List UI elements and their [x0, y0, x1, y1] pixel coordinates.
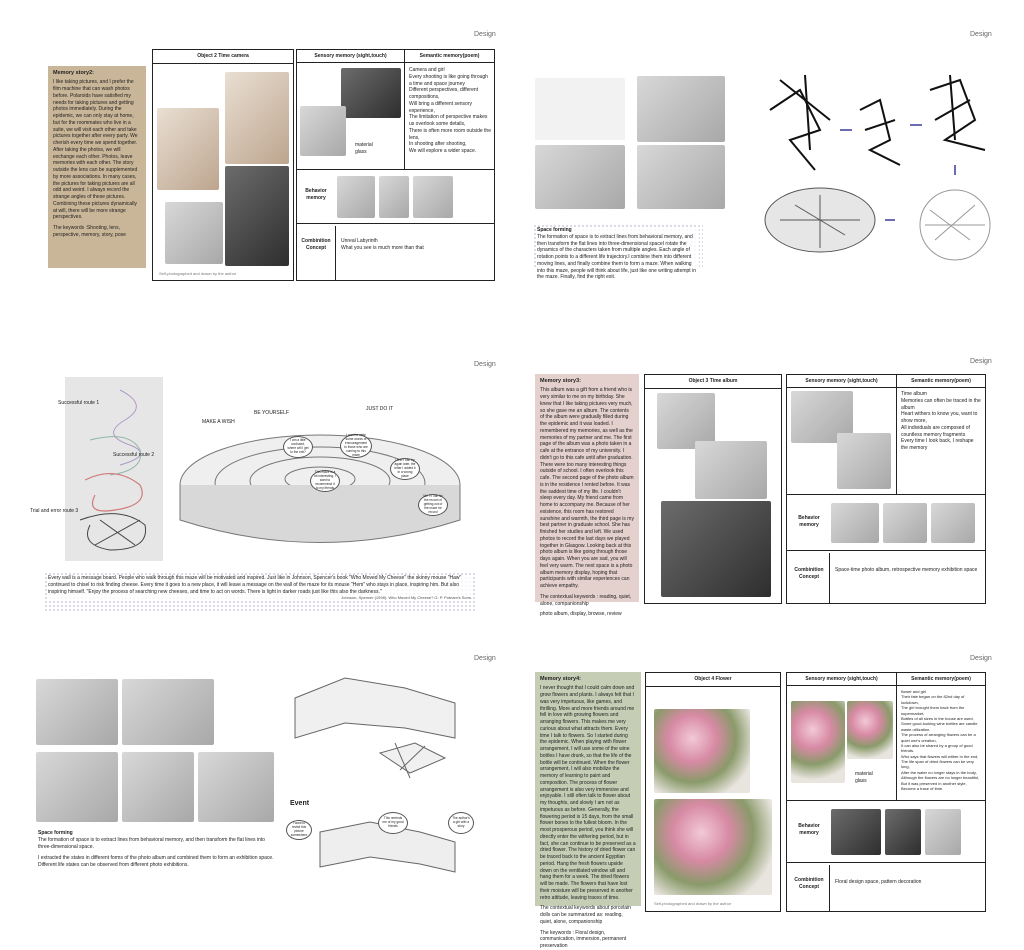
trial-line	[80, 514, 146, 550]
combination-text: Unreal Labyrinth What you see is much more than that	[341, 238, 424, 251]
material-label: material glass	[855, 771, 873, 784]
object-panel	[152, 49, 294, 281]
bubble-4: I feel I can try again later, the letter I added it in a wrong place	[390, 458, 420, 480]
behavior-photo-3	[931, 503, 975, 543]
behavior-photo-3	[925, 809, 961, 855]
be-yourself-label: BE YOURSELF	[254, 410, 289, 416]
event-bubble-2: This reminds me of my good friends	[378, 812, 408, 834]
object-panel	[644, 374, 782, 604]
combination-label: Combinition Concept	[794, 567, 824, 580]
scribble-shape	[920, 190, 990, 260]
divider	[829, 865, 830, 911]
sensory-photo-1	[341, 68, 401, 118]
semantic-cell	[405, 50, 494, 170]
flower-photo-1	[654, 709, 750, 793]
lines-1	[770, 75, 830, 170]
camera-photo-4	[165, 202, 223, 264]
note-body: The formation of space is to extract lines from behavioral memory, and then transform the flat lines into three-dimensional spaceI rotate the dynamics of the characters taken from multiple angles. Each angle of rotation points to a different life trajectory.I combine them into different moving lines, and finally combine them to form a maze. When walking into this maze, people will think about life, just like one writing attempt in the maze. Finally, find the right exit.	[537, 233, 696, 281]
route-2-label: Successful route 2	[113, 452, 155, 458]
rotation-photo-2	[535, 145, 625, 209]
memory-story-card	[48, 66, 146, 268]
poem-text: Camera and girl Every shooting is like going through a time and space journey Different perspectives, different compositions, Will bring a different sensory experience, The limitation of perspective makes us overlook some details, There is often more room outside the lens, In shooting after shooting, We will explore a wider space.	[409, 67, 491, 154]
memory-story-card	[535, 672, 641, 950]
event-label: Event	[290, 800, 310, 807]
space-forming-body-1: The formation of space is to extract lines from behavioral memory, and then transform the flat lines into three-dimensional space.	[38, 836, 265, 850]
photo-caption: Self-photographed and drawn by the author	[654, 901, 732, 906]
story-keywords-2: photo album, display, browse, review	[540, 611, 622, 618]
model-2	[380, 743, 445, 778]
event-bubble-3: The author's a girl with a story	[448, 812, 474, 834]
sensory-photo-1	[791, 701, 845, 783]
design-label: Design	[474, 31, 496, 38]
semantic-header: Semantic memory(poem)	[405, 50, 494, 63]
combination-text: Space-time photo album, retrospective memory exhibition space	[835, 567, 978, 573]
object-panel	[645, 672, 781, 912]
behavior-label: Behavior memory	[798, 515, 820, 528]
memory-grid	[786, 374, 986, 604]
bubble-5: Me !! I can let the record of getting out of the maze be record	[418, 494, 448, 516]
rotation-photo-3	[637, 145, 725, 209]
rotation-photo-1	[637, 76, 725, 142]
maze-render	[170, 425, 475, 560]
behavior-photo-1	[337, 176, 375, 218]
design-label: Design	[474, 361, 496, 368]
camera-photo-3	[225, 166, 289, 266]
story-body: This album was a gift from a friend who is very similar to me on my birthday. She knew that I like taking pictures very much, so she gave me an album. The contents of the album were gradually filled during the epidemic and it was loaded. I remembered my memories, as well as the memories of my partner and me. The first page of the album was a photo taken in a cafe at the entrance of my university. I didn't go to this cafe until after graduation. There were too many interesting things outside of school. I often overlook this cafe. The second page of the photo album is in the residence I rented before. It was the saddest time of my life. I couldn't sleep every day. My friend came from home to accompany me. Because of her existence, this room has restored sunshine and warmth, the third page is my best partner in graduate school. She has finished her studies and left. We used photos to record the last days we played together in Glasgow. Looking back at this photo album is like going through those days again. When you are sad, you will feel very warm. The next space is a photo album memory display, hoping that participants with similar experiences can achieve empathy.	[540, 387, 636, 590]
camera-photo-2	[225, 72, 289, 164]
object-header: Object 4 Flower	[646, 673, 780, 687]
just-do-it-label: JUST DO IT	[366, 406, 394, 412]
story-title: Memory story3:	[540, 378, 581, 384]
story-body: I never thought that I could calm down and grow flowers and plants. I always felt that I was very impetuous, like games, and thrilling. More and more friends around me fell in love with growing flowers and arranging flowers. This makes me very curious about what attracts them. Every time I talk to flowers. So I started during the epidemic. When playing with flower arrangement, I will use some of the wine bottles I have drunk, so that the life of the bottle will be continued. When the flower arrangement, I will also mobilize the memory of learning to paint and composition. The process of flower arrangement is also very immersive and enjoyable. I still often talk to flower about my thoughts, and slowly I am not as impetuous as before. Generally, the flowering period is 15 days, from the small flower bones to the fullest bloom. In the most prosperous period, you think she will directly enter the withering period, but in fact, she can continue to be preserved as a dried flower. The history of dried flower can be traced back to the ancient Egyptian period. Hang the fresh flowers upside down on the ventilated window sill and hang them for a week. The dried flowers will be made. The flowers that have lost their moisture will be preserved in another retro attitude, leaving traces of time.	[540, 685, 638, 901]
object-header: Object 2 Time camera	[153, 50, 293, 64]
maze-model	[765, 188, 875, 252]
figures-photo	[535, 78, 625, 140]
combination-row	[297, 226, 494, 280]
combination-row	[787, 553, 985, 603]
story-body: I like taking pictures, and I prefer the film machine that can wash photos before. Polaroids have satisfied my needs for taking pictures and getting photos immediately. During the epidemic, we can only stay at home, but for the roommates who live in a suite, we will visit each other and take pictures together after every party. We cherish every time we spend together. After taking the photos, we will exchange each other. Photos, leave memories with each other. The story outside the lens can be supplemented by more associations. In many cases, the pictures for taking pictures are all odd and weird. I always record the strange angles of these pictures. Combining these pictures dynamically at will, there will be more strange perspectives.	[53, 79, 139, 221]
combination-label: Combinition Concept	[794, 877, 824, 890]
story-keywords: The contextual keywords : reading, quiet, alone, companionship	[540, 593, 632, 607]
combination-label: Combinition Concept	[301, 238, 331, 251]
story-keywords-2: The keywords : Floral design, communication, immersion, permanent preservation	[540, 929, 627, 950]
story-title: Memory story4:	[540, 676, 581, 682]
design-label: Design	[474, 655, 496, 662]
behavior-photo-1	[831, 503, 879, 543]
sensory-cell	[787, 673, 897, 801]
sensory-cell	[297, 50, 405, 170]
combination-row	[787, 865, 985, 911]
memory-grid	[786, 672, 986, 912]
album-state-2	[122, 679, 214, 745]
sensory-photo-2	[837, 433, 891, 489]
route-3-label: Trial and error route 3	[30, 508, 79, 514]
behavior-row	[297, 172, 494, 224]
flower-photo-2	[654, 799, 772, 895]
semantic-header: Semantic memory(poem)	[897, 673, 985, 686]
album-state-5	[198, 752, 274, 822]
space-forming-title: Space forming	[38, 830, 73, 836]
line-extraction-diagram	[760, 70, 992, 270]
album-state-3	[36, 752, 118, 822]
design-label: Design	[970, 655, 992, 662]
citation-text: Johnson, Spencer (1998). Who Moved My Cheese? G. P. Putnam's Sons.	[341, 595, 472, 601]
behavior-photo-2	[883, 503, 927, 543]
sensory-photo-2	[847, 701, 893, 759]
routes-diagram	[70, 380, 160, 558]
behavior-photo-2	[885, 809, 921, 855]
behavior-label: Behavior memory	[798, 823, 820, 836]
material-label: material glass	[355, 142, 373, 155]
combination-text: Floral design space, pattern decoration	[835, 879, 922, 885]
album-photo-2	[695, 441, 767, 499]
semantic-cell	[897, 375, 985, 495]
sensory-photo-2	[300, 106, 346, 156]
quote-box	[44, 572, 476, 612]
poem-text: flower and girl Their fate began on the 82nd day of lockdown, The girl brought them back from the supermarket, Bottles of all sizes in the house are used, Some good-looking wine bottles are candle waste utilization. The process of arranging flowers can be a quiet one's creation, It can also be shared by a group of good friends. Who says that flowers will wither in the end, The life span of dried flowers can be very long, After the water no longer stays in the body, Although the flowers are no longer beautiful, But it was preserved in another style, Become a trace of time.	[901, 689, 980, 792]
behavior-photo-3	[413, 176, 453, 218]
sensory-header: Sensory memory (sight,touch)	[787, 673, 896, 686]
bubble-2: I want to write some words of encouragement to those who are coming to this maze	[340, 434, 372, 458]
poem-text: Time album Memories can often be traced in the album Heart withers to know you, want to show more, All individuals are composed of countless memory fragments Every time I look back, I reshape the memory	[901, 391, 981, 451]
object-header: Object 3 Time album	[645, 375, 781, 389]
bubble-1: I am a little confused, where will I get to the exit?	[283, 436, 313, 458]
story-keywords: The keywords :Shooting, lens, perspective, memory, story, pose	[53, 225, 126, 238]
photo-caption: Self-photographed and drawn by the author	[159, 271, 237, 276]
behavior-row	[787, 803, 985, 863]
sensory-header: Sensory memory (sight,touch)	[297, 50, 404, 63]
sensory-cell	[787, 375, 897, 495]
album-photo-3	[661, 501, 771, 597]
behavior-row	[787, 497, 985, 551]
lines-3	[930, 75, 985, 150]
space-forming-note	[533, 224, 703, 281]
semantic-cell	[897, 673, 985, 801]
semantic-header: Semantic memory(poem)	[897, 375, 985, 388]
divider	[829, 553, 830, 603]
memory-story-card	[535, 374, 639, 618]
story-title: Memory story2:	[53, 70, 94, 76]
behavior-label: Behavior memory	[305, 188, 327, 201]
design-label: Design	[970, 358, 992, 365]
model-1	[295, 678, 455, 738]
quote-text: Every wall is a message board. People who walk through this maze will be motivated and inspired. Just like in Johnson, Spencer's book "Who Moved My Cheese" the skinny mouse "Haw" continued to chisel to risk finding cheese. Every time it goes to a new place, it will leave a message on the wall of the maze for its mouse "Hem" who stays in place, inspiring him. But also inspiring himself. "Enjoy the process of searching new cheeses, and time to act on words. There is light in darker roads just like this also the darkness."	[48, 575, 462, 595]
event-bubble-1: I want to revisit this picture somewhere	[286, 820, 312, 840]
space-forming-body-2: I extracted the states in different forms of the photo album and combined them to form an exhibition space. Different life states can be observed from different photo exhibitions.	[38, 855, 274, 868]
route-3-line	[85, 474, 142, 511]
behavior-photo-1	[831, 809, 881, 855]
memory-grid	[296, 49, 495, 281]
album-state-4	[122, 752, 194, 822]
sensory-header: Sensory memory (sight,touch)	[787, 375, 896, 388]
note-title: Space forming	[537, 227, 572, 233]
make-a-wish-label: MAKE A WISH	[202, 419, 235, 425]
design-label: Design	[970, 31, 992, 38]
space-forming-text	[38, 830, 276, 869]
lines-2	[860, 100, 900, 165]
album-state-1	[36, 679, 118, 745]
story-keywords: The contextual keywords about porcelain dolls can be summarized as: reading, quiet, alone, companionship	[540, 905, 631, 925]
behavior-photo-2	[379, 176, 409, 218]
camera-photo-1	[157, 108, 219, 190]
album-space-models	[285, 668, 475, 788]
divider	[335, 226, 336, 280]
bubble-3: This maze is a bit interesting, I want to recommend it to my friends	[310, 470, 340, 492]
route-1-label: Successful route 1	[58, 400, 100, 406]
